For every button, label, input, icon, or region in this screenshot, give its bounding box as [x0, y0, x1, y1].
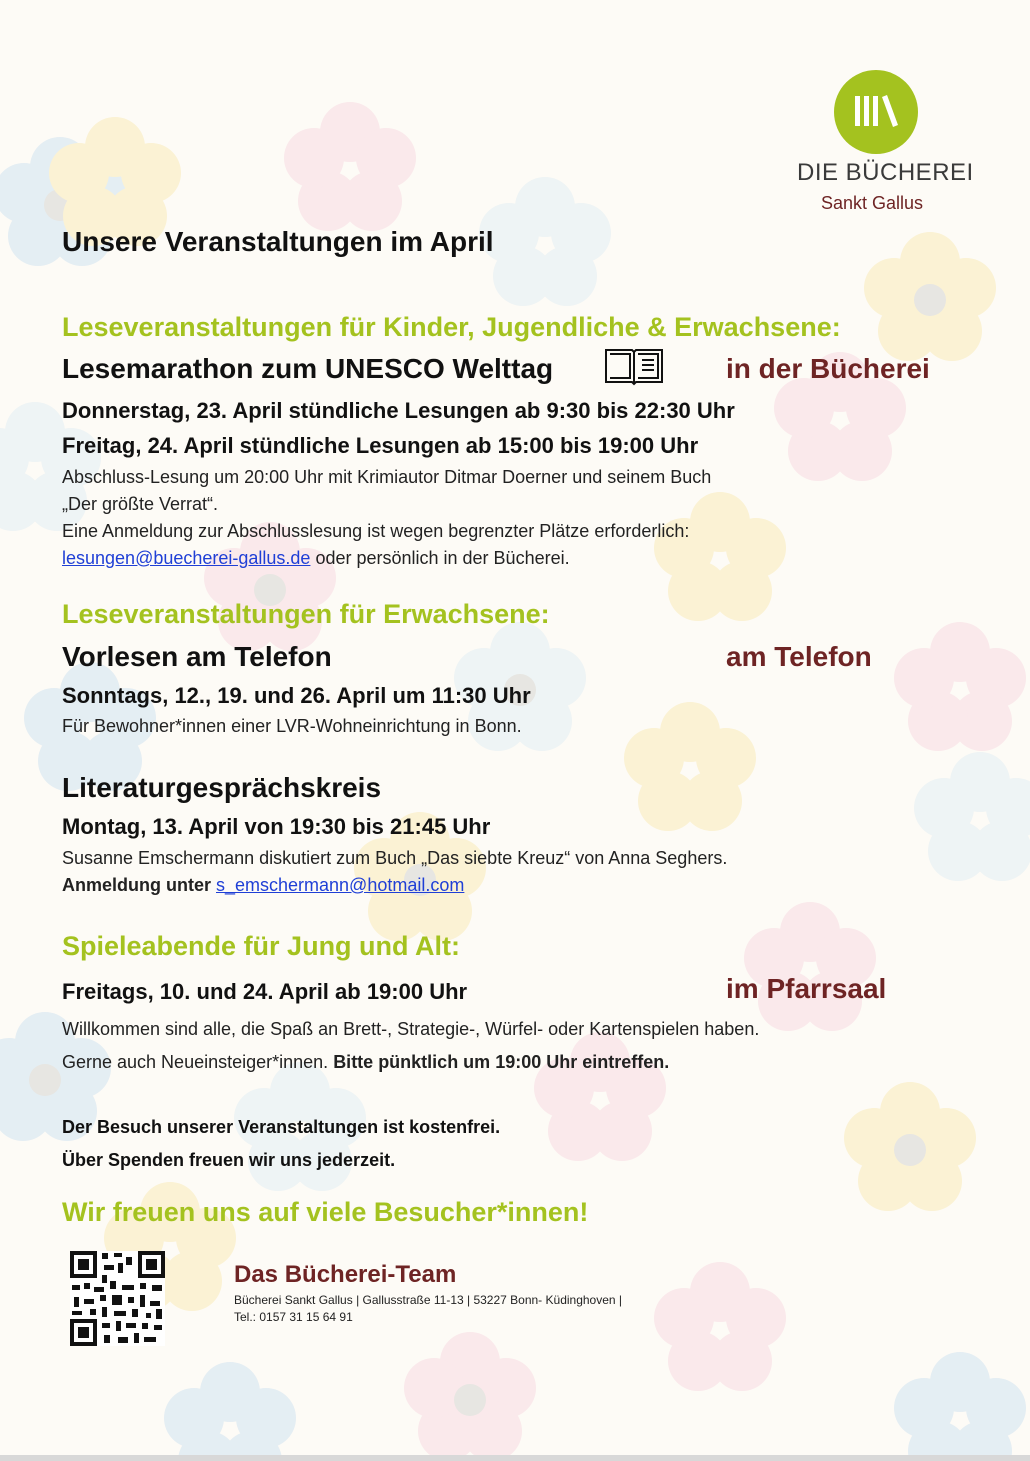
note-free-admission: Der Besuch unserer Veranstaltungen ist kostenfrei. [62, 1117, 501, 1137]
section3-text: Susanne Emschermann diskutiert zum Buch „Das siebte Kreuz“ von Anna Seghers. [62, 848, 728, 868]
section4-date: Freitags, 10. und 24. April ab 19:00 Uhr [62, 979, 468, 1004]
section2-date: Sonntags, 12., 19. und 26. April um 11:30 Uhr [62, 683, 531, 708]
section2-text: Für Bewohner*innen einer LVR-Wohneinrichtung in Bonn. [62, 716, 522, 736]
section4-text-welcome: Willkommen sind alle, die Spaß an Brett-, Strategie-, Würfel- oder Kartenspielen haben. [62, 1019, 760, 1039]
section4-heading: Spieleabende für Jung und Alt: [62, 931, 461, 961]
section1-contact-line [62, 548, 570, 569]
section3-email-link[interactable]: s_emschermann@hotmail.com [216, 875, 465, 895]
section1-contact-text: oder persönlich in der Bücherei. [310, 548, 570, 568]
section2-location: am Telefon [726, 641, 872, 672]
section4-text-newcomers-plain: Gerne auch Neueinsteiger*innen. [62, 1052, 334, 1072]
section1-heading: Leseveranstaltungen für Kinder, Jugendliche & Erwachsene: [62, 312, 841, 342]
section1-text-registration: Eine Anmeldung zur Abschlusslesung ist wegen begrenzter Plätze erforderlich: [62, 521, 690, 541]
qr-code-icon[interactable] [70, 1251, 165, 1346]
section1-date-friday: Freitag, 24. April stündliche Lesungen ab 15:00 bis 19:00 Uhr [62, 433, 699, 458]
section1-email-link[interactable]: lesungen@buecherei-gallus.de [62, 548, 311, 568]
section3-signup-label: Anmeldung unter [62, 875, 216, 895]
section2-event-title: Vorlesen am Telefon [62, 641, 332, 672]
logo-subtitle: Sankt Gallus [821, 193, 924, 213]
section1-text-closing-reading: Abschluss-Lesung um 20:00 Uhr mit Krimiautor Ditmar Doerner und seinem Buch [62, 467, 712, 487]
section1-text-book-title: „Der größte Verrat“. [62, 494, 219, 514]
closing-message: Wir freuen uns auf viele Besucher*innen! [62, 1197, 589, 1227]
section3-date: Montag, 13. April von 19:30 bis 21:45 Uhr [62, 814, 491, 839]
section3-event-title: Literaturgesprächskreis [62, 772, 382, 803]
section3-signup-line [62, 875, 464, 896]
footer-address: Bücherei Sankt Gallus | Gallusstraße 11-13 | 53227 Bonn- Küdinghoven | [234, 1293, 623, 1307]
note-donations: Über Spenden freuen wir uns jederzeit. [62, 1150, 396, 1170]
logo-name: DIE BÜCHEREI [797, 159, 974, 186]
section1-location: in der Bücherei [726, 353, 930, 384]
section2-heading: Leseveranstaltungen für Erwachsene: [62, 599, 550, 629]
page-title: Unsere Veranstaltungen im April [62, 226, 494, 257]
section1-event-title: Lesemarathon zum UNESCO Welttag [62, 353, 554, 384]
page-bottom-divider [0, 1455, 1030, 1461]
section1-date-thursday: Donnerstag, 23. April stündliche Lesungen ab 9:30 bis 22:30 Uhr [62, 398, 735, 423]
footer-team: Das Bücherei-Team [234, 1261, 457, 1288]
section4-text-punctual: Bitte pünktlich um 19:00 Uhr eintreffen. [333, 1052, 670, 1072]
section4-text-newcomers [62, 1052, 669, 1073]
open-book-icon [604, 346, 664, 388]
section4-location: im Pfarrsaal [726, 973, 887, 1004]
library-logo-icon [834, 70, 918, 154]
footer-phone: Tel.: 0157 31 15 64 91 [234, 1310, 353, 1324]
